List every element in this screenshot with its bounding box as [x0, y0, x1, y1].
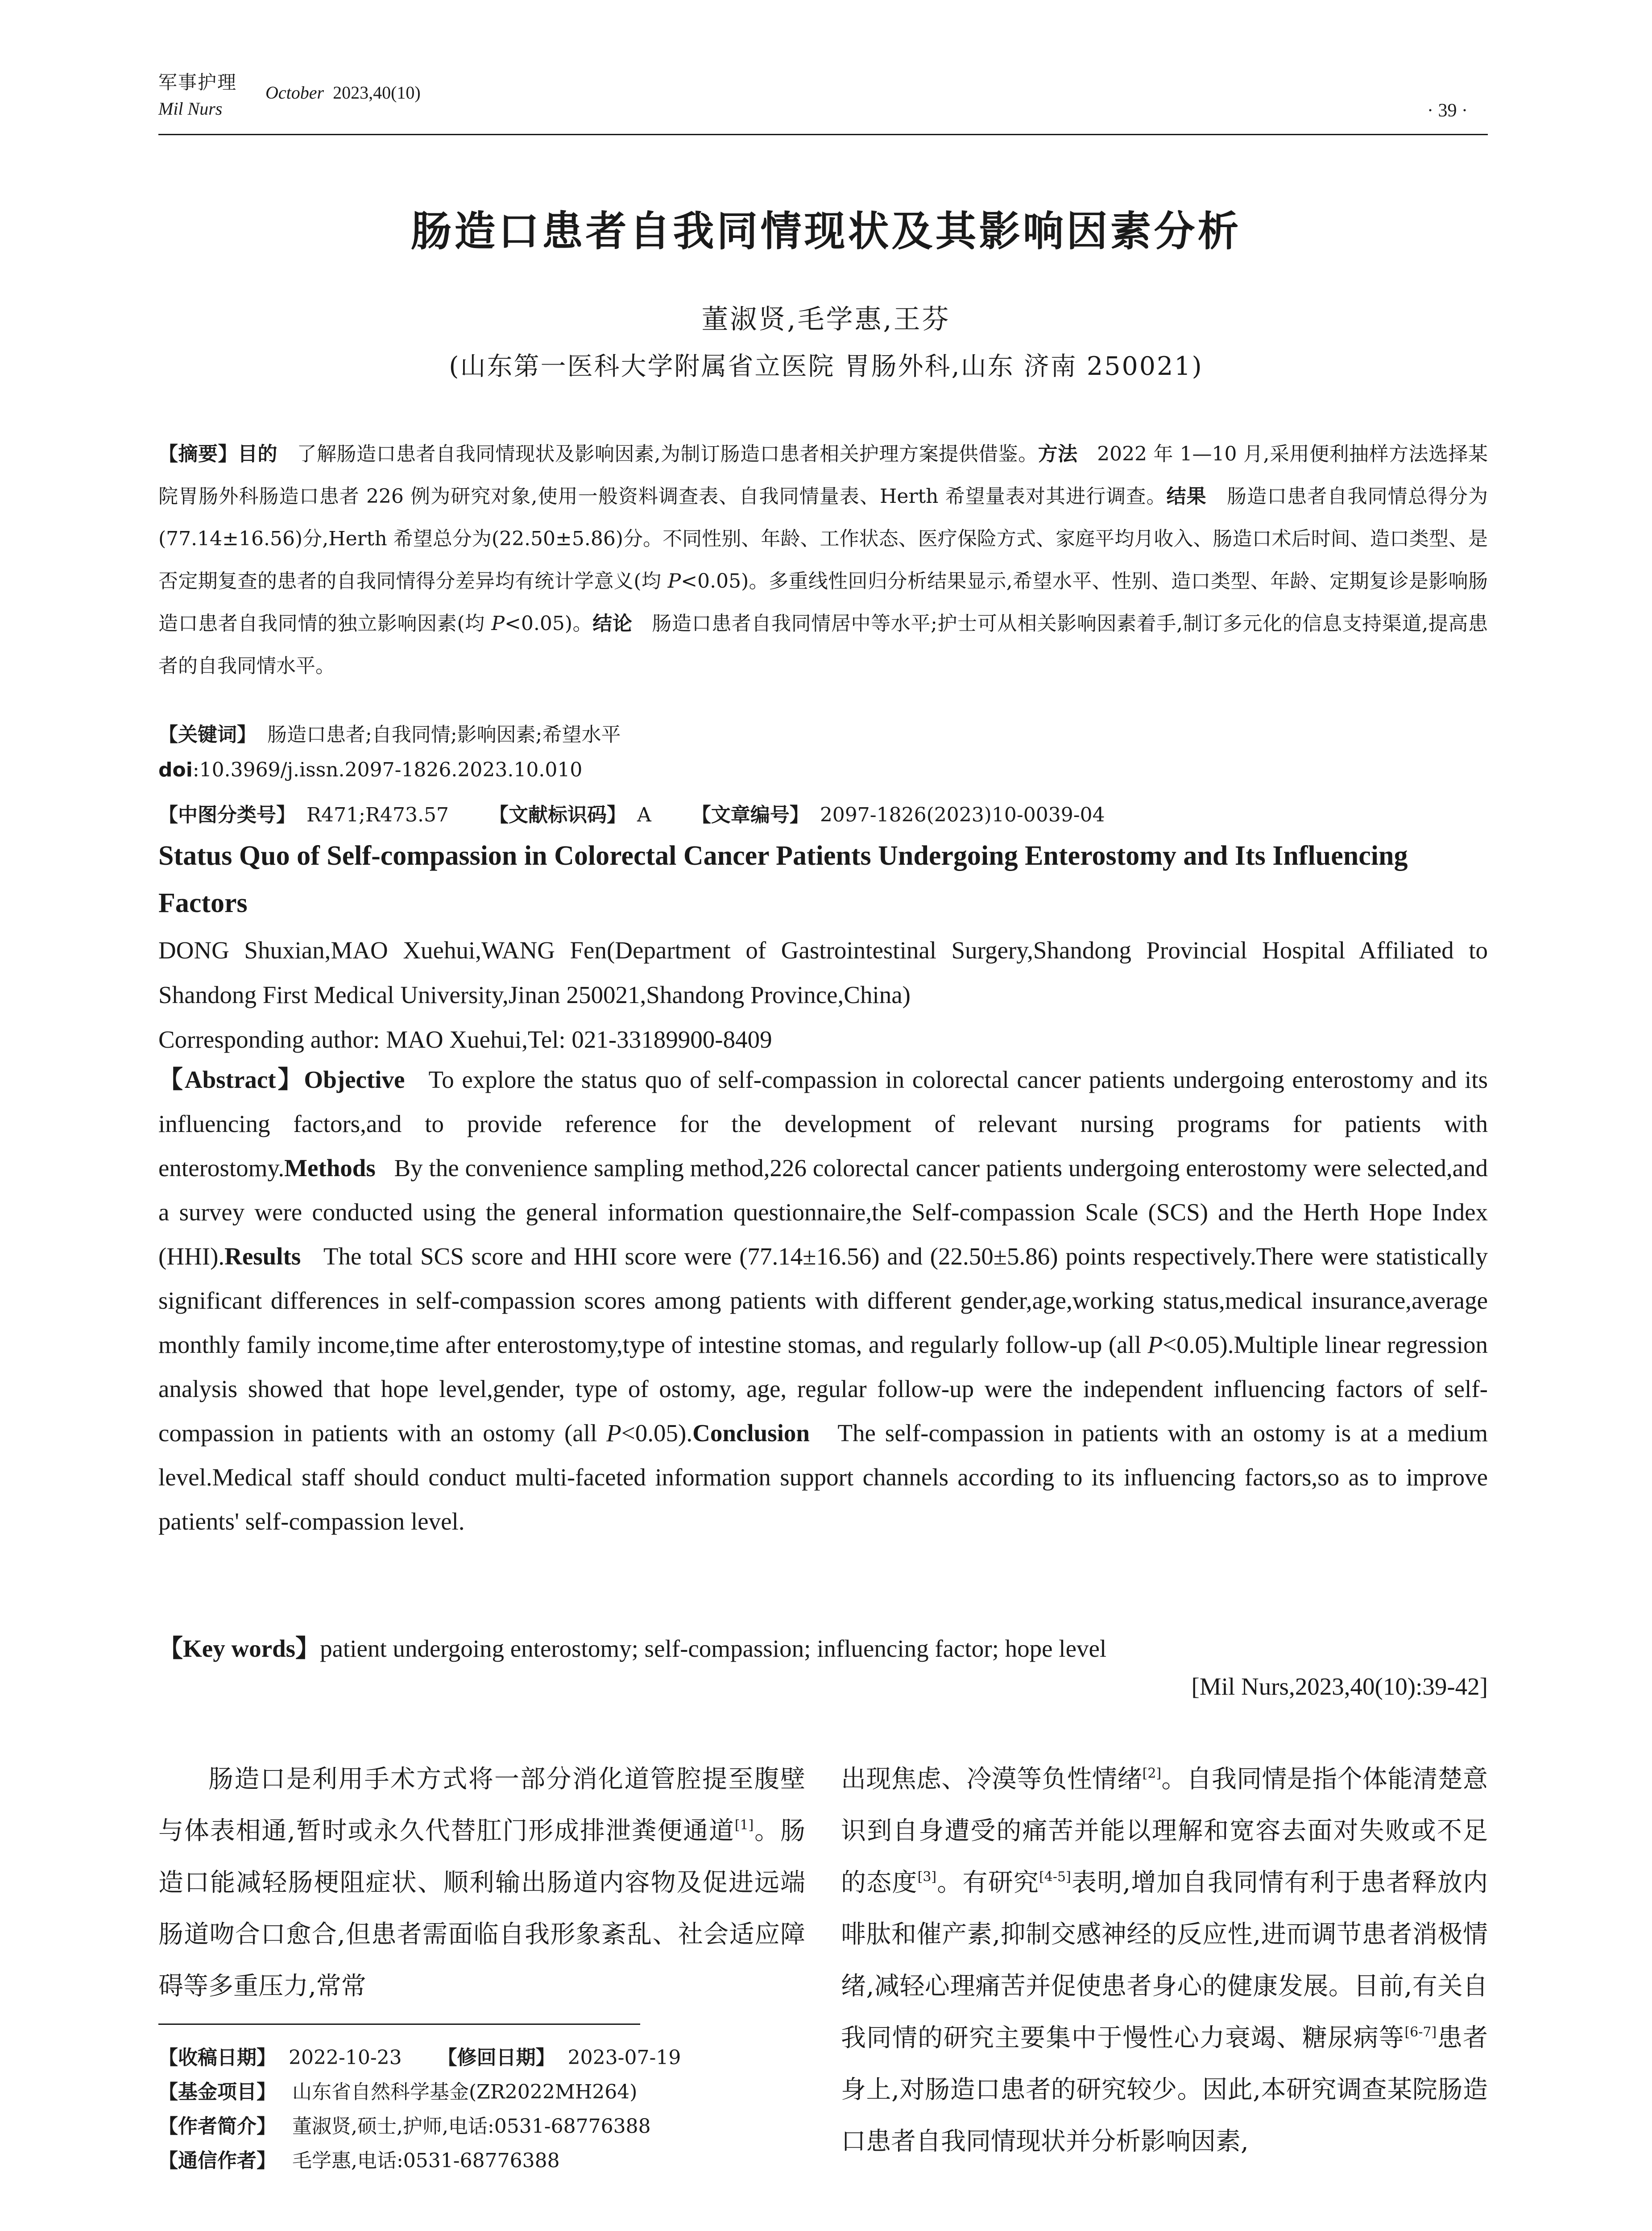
doi-label: doi	[158, 759, 193, 781]
en-objective: To explore the status quo of self-compassion in colorectal cancer patients undergoing enterostomy and its influencing factors,and to provide reference for the development of relevant nursing programs for patients with enterostomy.	[158, 1066, 1488, 1182]
fund-value: 山东省自然科学基金(ZR2022MH264)	[292, 2081, 638, 2103]
footnote-author	[158, 2110, 651, 2139]
header-rule	[158, 134, 1488, 135]
cn-keywords-label: 【关键词】	[158, 723, 257, 746]
fund-label: 【基金项目】	[158, 2081, 276, 2103]
doc-code-value: A	[637, 804, 651, 826]
footnote-corresponding	[158, 2144, 560, 2173]
issue-volume: 2023,40(10)	[333, 83, 421, 103]
cn-keywords	[158, 718, 621, 747]
p-symbol: P	[606, 1419, 621, 1447]
en-keywords-label: 【Key words】	[158, 1635, 320, 1662]
article-affiliation: (山东第一医科大学附属省立医院 胃肠外科,山东 济南 250021)	[449, 352, 1203, 381]
cn-keywords-text: 肠造口患者;自我同情;影响因素;希望水平	[267, 723, 621, 746]
english-keywords	[158, 1629, 1488, 1664]
body-column-right	[841, 1754, 1488, 2168]
cn-results-a: 肠造口患者自我同情总得分为(77.14±16.56)分,Herth 希望总分为(22.50±5.86)分。不同性别、年龄、工作状态、医疗保险方式、家庭平均月收入、肠造口术后时间、造口类型、是否定期复查的患者的自我同情得分差异均有统计学意义(均	[158, 485, 1488, 593]
page-number: · 39 ·	[1427, 100, 1468, 121]
en-conclusion: The self-compassion in patients with an ostomy is at a medium level.Medical staff should conduct multi-faceted information support channels according to its influencing factors,so as to improve patients' self-compassion level.	[158, 1419, 1488, 1535]
received-label: 【收稿日期】	[158, 2046, 276, 2069]
article-number-label: 【文章编号】	[691, 804, 809, 826]
en-results-c: <0.05).	[621, 1419, 693, 1447]
footnote-dates	[158, 2041, 681, 2070]
article-number-value: 2097-1826(2023)10-0039-04	[820, 804, 1105, 826]
en-conclusion-label: Conclusion	[692, 1419, 810, 1447]
cn-results-c: <0.05)。	[505, 612, 593, 635]
revised-label: 【修回日期】	[437, 2046, 555, 2069]
english-authors: DONG Shuxian,MAO Xuehui,WANG Fen(Department of Gastrointestinal Surgery,Shandong Provincial Hospital Affiliated to Shandong First Medical University,Jinan 250021,Shandong Province,China)	[158, 937, 1488, 1008]
cn-abstract	[158, 433, 1488, 687]
clc-value: R471;R473.57	[306, 804, 449, 826]
body-column-left	[158, 1754, 805, 2012]
en-methods: By the convenience sampling method,226 colorectal cancer patients undergoing enterostomy were selected,and a survey were conducted using the general information questionnaire,the Self-compassion Scale (SCS) and the Herth Hope Index (HHI).	[158, 1154, 1488, 1270]
english-authors-block	[158, 928, 1488, 1062]
citation-ref[interactable]: [4-5]	[1039, 1869, 1071, 1885]
english-abstract	[158, 1057, 1488, 1543]
citation-ref[interactable]: [2]	[1142, 1766, 1162, 1781]
author-bio-value: 董淑贤,硕士,护师,电话:0531-68776388	[292, 2115, 651, 2138]
en-methods-label: Methods	[284, 1154, 376, 1182]
received-date: 2022-10-23	[288, 2046, 402, 2069]
citation-ref[interactable]: [3]	[917, 1869, 937, 1885]
p-symbol: P	[491, 612, 505, 635]
en-results-label: Results	[224, 1243, 301, 1270]
clc-label: 【中图分类号】	[158, 804, 296, 826]
journal-name-en: Mil Nurs	[158, 99, 223, 119]
body-text: 肠造口是利用手术方式将一部分消化道管腔提至腹壁与体表相通,暂时或永久代替肛门形成排泄粪便通道	[158, 1765, 805, 1845]
en-results-a: The total SCS score and HHI score were (77.14±16.56) and (22.50±5.86) points respectively.There were statistically significant differences in self-compassion scores among patients with different gender,age,working status,medical insurance,average monthly family income,time after enterostomy,type of intestine stomas, and regularly follow-up (all	[158, 1243, 1488, 1358]
article-authors: 董淑贤,毛学惠,王芬	[701, 304, 951, 335]
body-text: 。有研究	[936, 1868, 1039, 1897]
issue-month: October	[265, 83, 324, 103]
revised-date: 2023-07-19	[567, 2046, 681, 2069]
citation-ref[interactable]: [1]	[734, 1817, 754, 1833]
issue-info	[265, 82, 421, 103]
doc-code-label: 【文献标识码】	[489, 804, 627, 826]
footnote-rule	[158, 2024, 640, 2025]
body-text: 。肠造口能减轻肠梗阻症状、顺利输出肠道内容物及促进远端肠道吻合口愈合,但患者需面临自我形象紊乱、社会适应障碍等多重压力,常常	[158, 1816, 805, 2001]
en-results-b: <0.05).Multiple linear regression analysis showed that hope level,gender, type of ostomy, age, regular follow-up were the independent influencing factors of self-compassion in patients with an ostomy (all	[158, 1331, 1488, 1447]
en-keywords-text: patient undergoing enterostomy; self-compassion; influencing factor; hope level	[320, 1635, 1107, 1662]
body-text: 出现焦虑、冷漠等负性情绪	[841, 1765, 1143, 1794]
citation-ref[interactable]: [6-7]	[1404, 2024, 1437, 2040]
cn-conclusion: 肠造口患者自我同情居中等水平;护士可从相关影响因素着手,制订多元化的信息支持渠道,提高患者的自我同情水平。	[158, 612, 1488, 677]
journal-name-cn: 军事护理	[158, 71, 237, 93]
body-text: 。自我同情是指个体能清楚意识到自身遭受的痛苦并能以理解和宽容去面对失败或不足的态度	[841, 1765, 1488, 1897]
footnote-fund	[158, 2076, 637, 2104]
cn-methods: 2022 年 1—10 月,采用便利抽样方法选择某院胃肠外科肠造口患者 226 例为研究对象,使用一般资料调查表、自我同情量表、Herth 希望量表对其进行调查。	[158, 443, 1488, 508]
doi-line	[158, 759, 582, 781]
corresponding-author: Corresponding author: MAO Xuehui,Tel: 021-33189900-8409	[158, 1026, 772, 1053]
doi-value: :10.3969/j.issn.2097-1826.2023.10.010	[192, 759, 583, 781]
en-objective-label: Objective	[304, 1066, 405, 1093]
classification-line	[158, 799, 1105, 827]
cn-conclusion-label: 结论	[592, 612, 633, 635]
cn-abstract-label: 【摘要】	[158, 443, 238, 465]
cn-objective: 了解肠造口患者自我同情现状及影响因素,为制订肠造口患者相关护理方案提供借鉴。	[297, 443, 1038, 465]
body-paragraph	[158, 1754, 805, 2012]
en-abstract-label: 【Abstract】	[158, 1066, 304, 1093]
corr-value: 毛学惠,电话:0531-68776388	[292, 2149, 560, 2172]
cn-results-b: <0.05)。多重线性回归分析结果显示,希望水平、性别、造口类型、年龄、定期复诊是影响肠造口患者自我同情的独立影响因素(均	[158, 570, 1488, 635]
author-bio-label: 【作者简介】	[158, 2115, 276, 2138]
body-text: 患者身上,对肠造口患者的研究较少。因此,本研究调查某院肠造口患者自我同情现状并分析影响因素,	[841, 2024, 1488, 2156]
citation: [Mil Nurs,2023,40(10):39-42]	[1191, 1673, 1488, 1700]
cn-objective-label: 目的	[238, 443, 278, 465]
body-text: 表明,增加自我同情有利于患者释放内啡肽和催产素,抑制交感神经的反应性,进而调节患者消极情绪,减轻心理痛苦并促使患者身心的健康发展。目前,有关自我同情的研究主要集中于慢性心力衰竭、糖尿病等	[841, 1868, 1488, 2053]
english-title: Status Quo of Self-compassion in Colorectal Cancer Patients Undergoing Enterostomy and Its Influencing Factors	[158, 841, 1408, 918]
p-symbol: P	[667, 570, 681, 593]
cn-results-label: 结果	[1166, 485, 1207, 508]
cn-methods-label: 方法	[1038, 443, 1078, 465]
corr-label: 【通信作者】	[158, 2149, 276, 2172]
p-symbol: P	[1147, 1331, 1163, 1358]
article-title: 肠造口患者自我同情现状及其影响因素分析	[410, 207, 1242, 255]
